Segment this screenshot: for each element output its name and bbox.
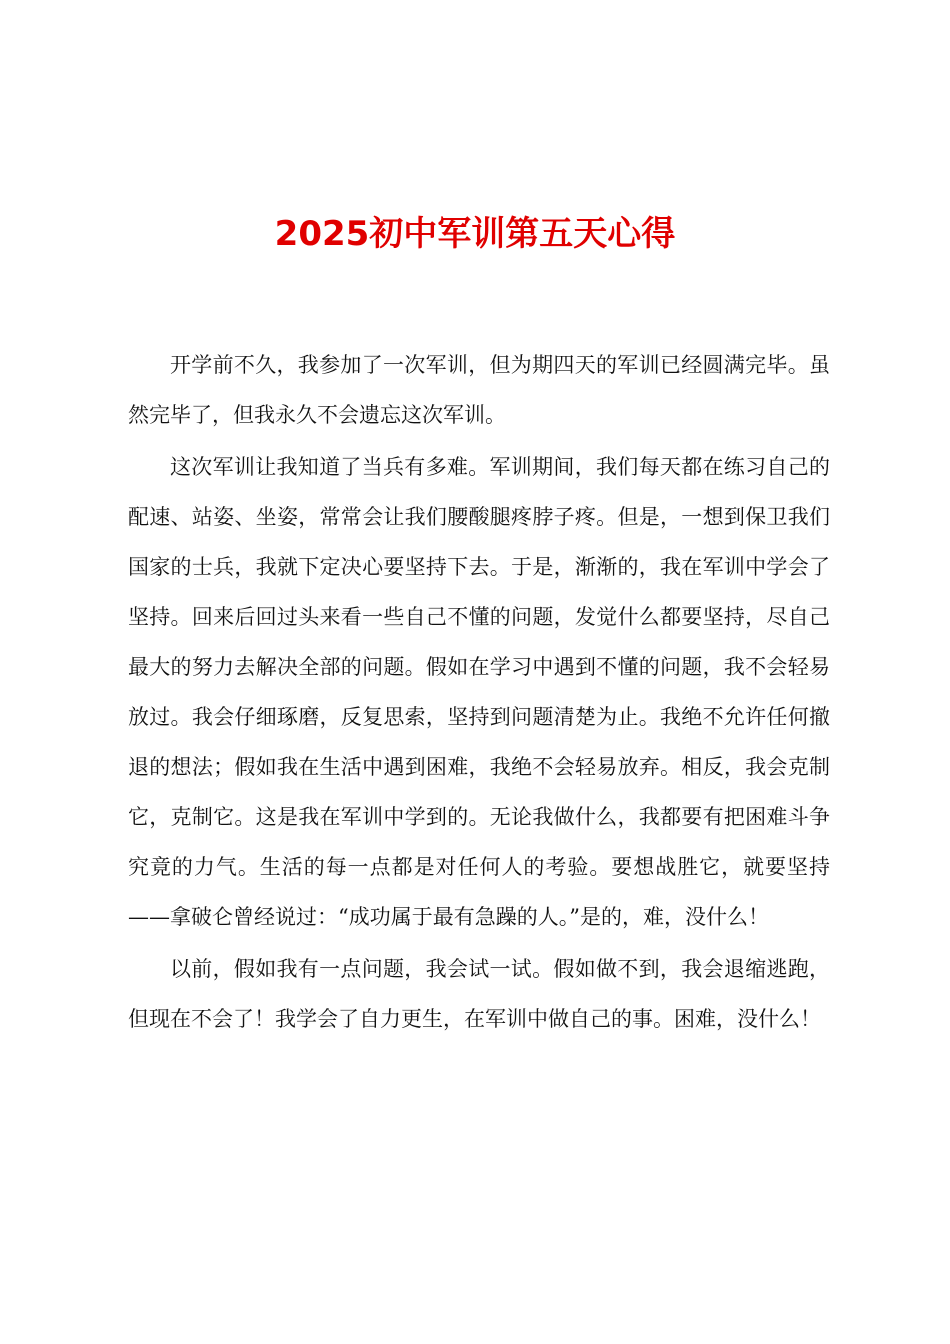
paragraph-1: 开学前不久，我参加了一次军训，但为期四天的军训已经圆满完毕。虽然完毕了，但我永久不会遗忘这次军训。 xyxy=(128,353,830,427)
paragraph-3: 以前，假如我有一点问题，我会试一试。假如做不到，我会退缩逃跑，但现在不会了！我学会了自力更生，在军训中做自己的事。困难，没什么！ xyxy=(128,957,830,1031)
document-body xyxy=(128,340,830,1046)
document-title: 2025初中军训第五天心得 xyxy=(274,214,676,254)
paragraph-2: 这次军训让我知道了当兵有多难。军训期间，我们每天都在练习自己的配速、站姿、坐姿，常常会让我们腰酸腿疼脖子疼。但是，一想到保卫我们国家的士兵，我就下定决心要坚持下去。于是，渐渐的，我在军训中学会了坚持。回来后回过头来看一些自己不懂的问题，发觉什么都要坚持，尽自己最大的努力去解决全部的问题。假如在学习中遇到不懂的问题，我不会轻易放过。我会仔细琢磨，反复思索，坚持到问题清楚为止。我绝不允许任何撤退的想法；假如我在生活中遇到困难，我绝不会轻易放弃。相反，我会克制它，克制它。这是我在军训中学到的。无论我做什么，我都要有把困难斗争究竟的力气。生活的每一点都是对任何人的考验。要想战胜它，就要坚持——拿破仑曾经说过：“成功属于最有急躁的人。”是的，难，没什么！ xyxy=(128,455,830,929)
